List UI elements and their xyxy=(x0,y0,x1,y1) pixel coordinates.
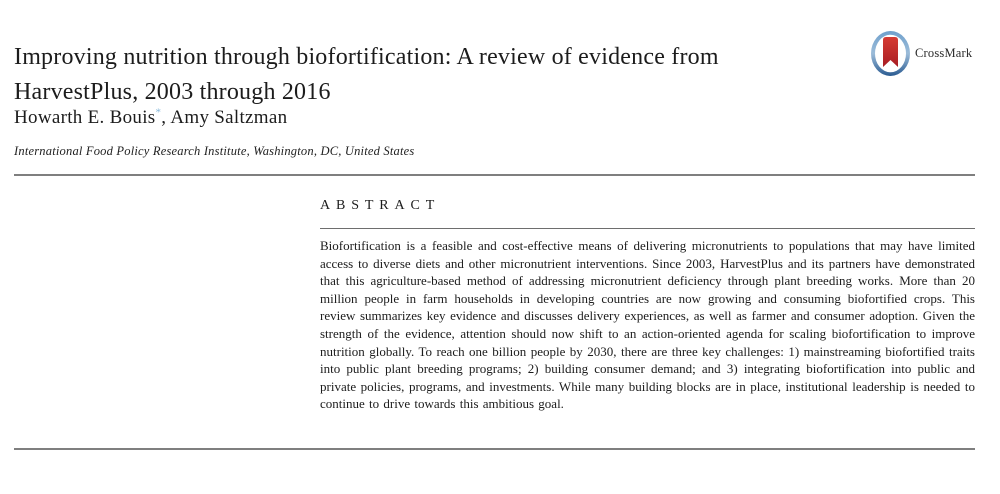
crossmark-logo-icon xyxy=(870,30,911,77)
footer-divider-rule xyxy=(14,448,975,450)
abstract-section xyxy=(320,198,975,413)
header-divider-rule xyxy=(14,174,975,176)
article-title: Improving nutrition through biofortification: A review of evidence from HarvestPlus, 2003 through 2016 xyxy=(14,44,719,106)
crossmark-badge[interactable] xyxy=(870,30,972,77)
corresponding-author-asterisk-link[interactable]: * xyxy=(155,106,162,119)
abstract-text: Biofortification is a feasible and cost-effective means of delivering micronutrients to populations that may have limited access to diverse diets and other micronutrient interventions. Since 2003, HarvestPlus and its partners have demonstrated that this agriculture-based method of addressing micronutrient deficiency through plant breeding works. More than 20 million people in farm households in developing countries are now growing and consuming biofortified crops. This review summarizes key evidence and discusses delivery experiences, as well as farmer and consumer adoption. Given the strength of the evidence, attention should now shift to an action-oriented agenda for scaling biofortification to improve nutrition globally. To reach one billion people by 2030, there are three key challenges: 1) mainstreaming biofortified traits into public plant breeding programs; 2) building consumer demand; and 3) integrating biofortification into public and private policies, programs, and investments. While many building blocks are in place, institutional leadership is needed to continue to drive towards this ambitious goal. xyxy=(320,238,975,412)
abstract-divider-rule xyxy=(320,228,975,229)
affiliation-line: International Food Policy Research Institute, Washington, DC, United States xyxy=(14,144,415,158)
abstract-heading: ABSTRACT xyxy=(320,198,441,213)
crossmark-label: CrossMark xyxy=(915,46,973,60)
author-line xyxy=(14,107,287,129)
author-name-rest: , Amy Saltzman xyxy=(161,107,288,128)
author-name-1: Howarth E. Bouis xyxy=(14,107,156,128)
